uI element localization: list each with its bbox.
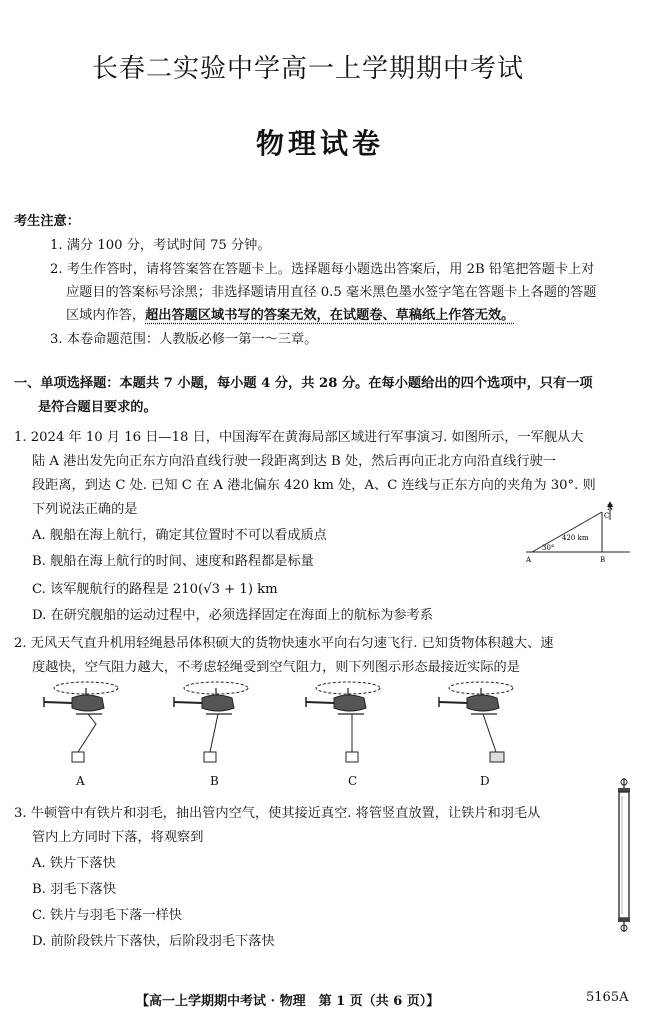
- q2-label-c: C: [348, 774, 358, 788]
- notice-item-2-line-3: [66, 304, 514, 323]
- notice-item-2-line-1: 2. 考生作答时，请将答案答在答题卡上。选择题每小题选出答案后，用 2B 铅笔把答题卡上对: [50, 262, 595, 277]
- q3-stem-line-2: 管内上方同时下落，将观察到: [32, 830, 204, 845]
- notice-item-2-line-3-plain: 区域内作答，: [66, 308, 146, 323]
- q2-helicopter-figures: [36, 680, 546, 780]
- exam-title: 长春二实验中学高一上学期期中考试: [92, 54, 525, 84]
- section-heading-line-2: 是符合题目要求的。: [38, 400, 157, 415]
- paper-code: 5165A: [586, 990, 629, 1005]
- paper-subtitle: 物理试卷: [256, 127, 385, 160]
- q1-triangle-figure: [518, 498, 638, 568]
- helicopter-a-icon: [44, 682, 118, 762]
- point-c-label: C: [604, 512, 610, 520]
- q3-option-b: B. 羽毛下落快: [32, 882, 117, 897]
- angle-label: 30°: [542, 544, 555, 552]
- q3-option-d: D. 前阶段铁片下落快，后阶段羽毛下落快: [32, 934, 275, 949]
- newton-tube-figure: [610, 776, 638, 936]
- q1-stem-line-1: 1. 2024 年 10 月 16 日—18 日，中国海军在黄海局部区域进行军事演习. 如图所示，一军舰从大: [14, 430, 584, 445]
- q1-stem-line-2: 陆 A 港出发先向正东方向沿直线行驶一段距离到达 B 处，然后再向正北方向沿直线行驶一: [32, 454, 556, 469]
- north-label: N: [607, 504, 614, 512]
- q2-label-b: B: [210, 774, 219, 788]
- helicopter-d-icon: [439, 682, 513, 762]
- q2-stem-line-1: 2. 无风天气直升机用轻绳悬吊体积硕大的货物快速水平向右匀速飞行. 已知货物体积越大、速: [14, 636, 554, 651]
- q1-stem-line-3: 段距离，到达 C 处. 已知 C 在 A 港北偏东 420 km 处，A、C 连线与正东方向的夹角为 30°. 则: [32, 478, 596, 493]
- point-a-label: A: [526, 556, 532, 564]
- notice-heading: 考生注意：: [14, 214, 80, 229]
- q1-stem-line-4: 下列说法正确的是: [32, 502, 138, 517]
- section-heading-line-1: 一、单项选择题：本题共 7 小题，每小题 4 分，共 28 分。在每小题给出的四个选项中，只有一项: [14, 376, 593, 391]
- q3-option-a: A. 铁片下落快: [32, 856, 116, 871]
- q3-stem-line-1: 3. 牛顿管中有铁片和羽毛，抽出管内空气，使其接近真空. 将管竖直放置，让铁片和羽毛从: [14, 806, 541, 821]
- q1-option-a: A. 舰船在海上航行，确定其位置时不可以看成质点: [32, 528, 327, 543]
- q1-option-d: D. 在研究舰船的运动过程中，必须选择固定在海面上的航标为参考系: [32, 608, 433, 623]
- notice-item-1: 1. 满分 100 分，考试时间 75 分钟。: [50, 238, 271, 253]
- q1-option-c: C. 该军舰航行的路程是 210(√3 + 1) km: [32, 582, 278, 597]
- notice-item-3: 3. 本卷命题范围：人教版必修一第一～三章。: [50, 332, 318, 347]
- q1-option-b: B. 舰船在海上航行的时间、速度和路程都是标量: [32, 554, 314, 569]
- q3-option-c: C. 铁片与羽毛下落一样快: [32, 908, 182, 923]
- helicopter-c-icon: [306, 682, 380, 762]
- q2-stem-line-2: 度越快，空气阻力越大，不考虑轻绳受到空气阻力，则下列图示形态最接近实际的是: [32, 660, 520, 675]
- notice-item-2-emphasis: 超出答题区域书写的答案无效，在试题卷、草稿纸上作答无效。: [145, 308, 515, 323]
- notice-item-2-line-2: 应题目的答案标号涂黑；非选择题请用直径 0.5 毫米黑色墨水签字笔在答题卡上各题的答题: [66, 285, 597, 300]
- point-b-label: B: [600, 556, 606, 564]
- distance-label: 420 km: [562, 534, 589, 542]
- helicopter-b-icon: [174, 682, 248, 762]
- q2-label-d: D: [480, 774, 490, 788]
- page-footer: 【高一上学期期中考试 · 物理 第 1 页（共 6 页）】: [136, 994, 440, 1009]
- q2-label-a: A: [76, 774, 85, 788]
